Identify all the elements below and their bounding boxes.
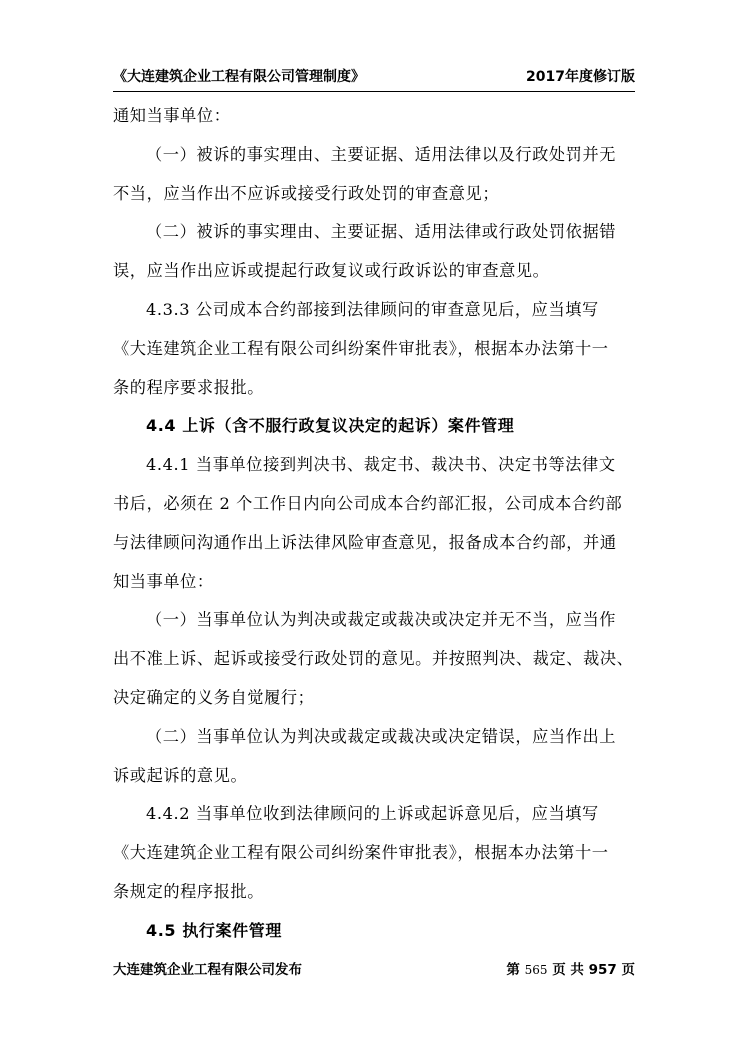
paragraph-line: 决定确定的义务自觉履行； [113,687,315,707]
page-number [506,958,635,978]
paragraph-line: （二）被诉的事实理由、主要证据、适用法律或行政处罚依据错 [146,222,617,242]
section-heading-4-4: 4.4 上诉（含不服行政复议决定的起诉）案件管理 [146,416,515,436]
paragraph-line: 4.3.3 公司成本合约部接到法律顾问的审查意见后，应当填写 [146,299,599,319]
paragraph-line: 知当事单位： [113,571,214,591]
page-total: 957 [588,962,617,978]
paragraph-line: 《大连建筑企业工程有限公司纠纷案件审批表》，根据本办法第十一 [113,338,609,358]
paragraph-line: 4.4.2 当事单位收到法律顾问的上诉或起诉意见后，应当填写 [146,804,599,824]
page-header [113,66,635,90]
header-divider [113,91,635,92]
document-body [113,97,635,951]
page-footer [113,958,635,980]
paragraph-line: （一）被诉的事实理由、主要证据、适用法律以及行政处罚并无 [146,144,617,164]
header-title: 《大连建筑企业工程有限公司管理制度》 [113,69,365,85]
paragraph-line: 通知当事单位： [113,106,231,125]
paragraph-line: （一）当事单位认为判决或裁定或裁决或决定并无不当，应当作 [146,610,617,630]
paragraph-line: 出不准上诉、起诉或接受行政处罚的意见。并按照判决、裁定、裁决、 [113,649,634,669]
paragraph-line: 4.4.1 当事单位接到判决书、裁定书、裁决书、决定书等法律文 [146,455,616,475]
header-edition: 2017年度修订版 [526,69,635,85]
paragraph-line: 书后，必须在 2 个工作日内向公司成本合约部汇报，公司成本合约部 [113,493,623,513]
page-suffix: 页 [621,962,635,978]
paragraph-line: 诉或起诉的意见。 [113,765,248,785]
paragraph-line: 与法律顾问沟通作出上诉法律风险审查意见，报备成本合约部，并通 [113,532,617,552]
section-heading-4-5: 4.5 执行案件管理 [146,920,282,940]
paragraph-line: 《大连建筑企业工程有限公司纠纷案件审批表》，根据本办法第十一 [113,843,609,863]
paragraph-line: 条规定的程序报批。 [113,881,265,901]
footer-publisher: 大连建筑企业工程有限公司发布 [113,962,302,978]
page-prefix: 第 [506,962,520,978]
page-current: 565 [524,963,548,977]
paragraph-line: 误，应当作出应诉或提起行政复议或行政诉讼的审查意见。 [113,261,550,281]
paragraph-line: （二）当事单位认为判决或裁定或裁决或决定错误，应当作出上 [146,726,617,746]
page-mid: 页 共 [552,962,584,978]
paragraph-line: 不当，应当作出不应诉或接受行政处罚的审查意见； [113,183,500,203]
paragraph-line: 条的程序要求报批。 [113,377,265,397]
